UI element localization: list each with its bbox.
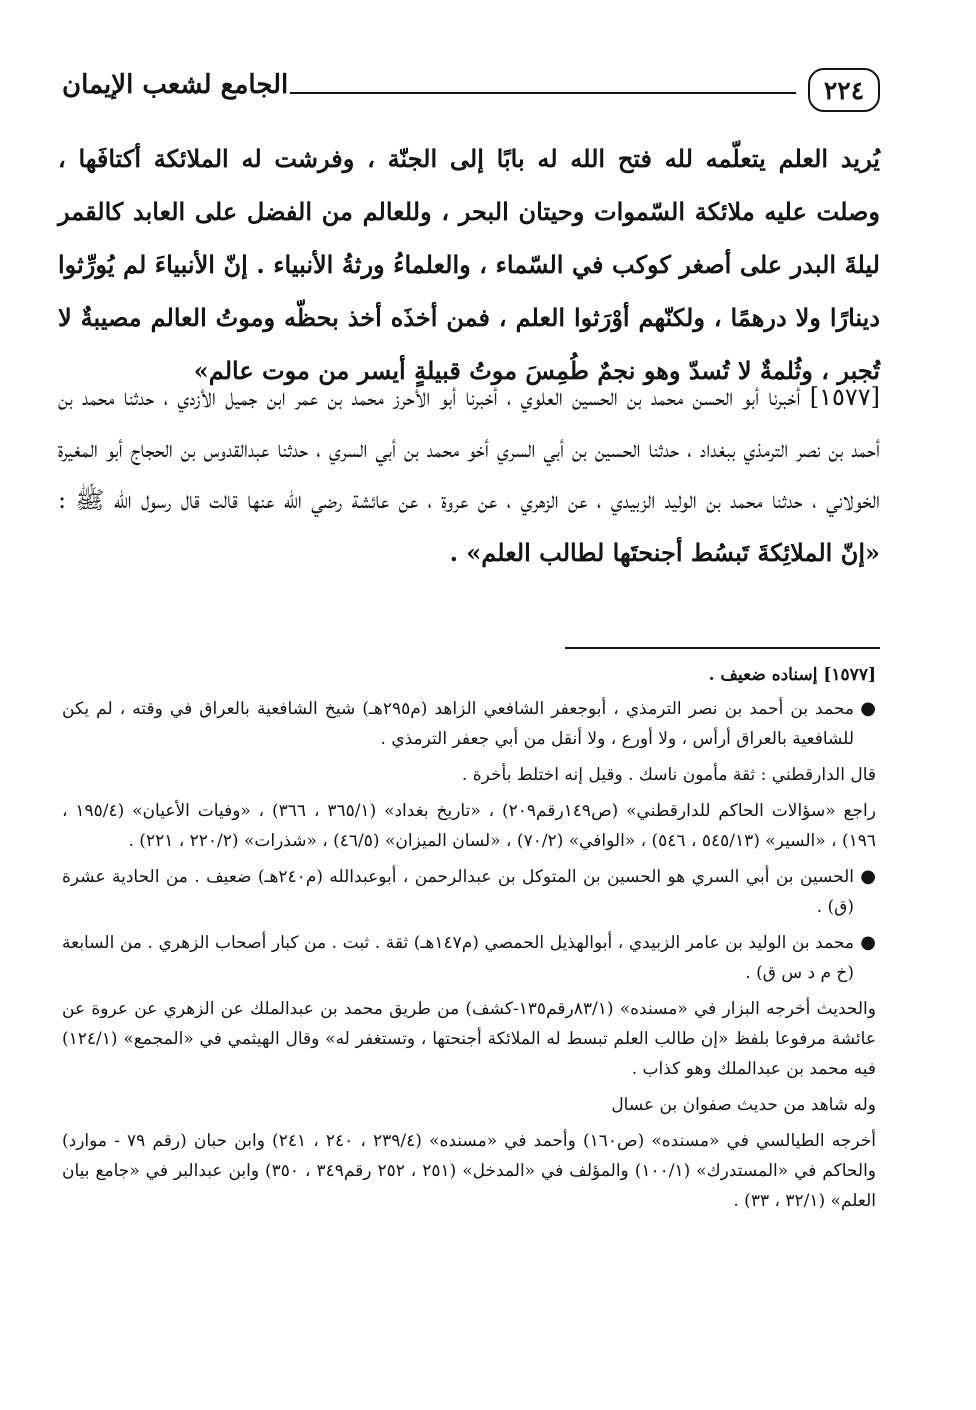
page-header [62, 58, 880, 126]
references-note: راجع «سؤالات الحاكم للدارقطني» (ص١٤٩رقم٢٠٩) ، «تاريخ بغداد» (٣٦٥/١ ، ٣٦٦) ، «وفيات الأعيان» (١٩٥/٤ ، ١٩٦) ، «السير» (٥٤٥/١٣ ، ٥٤٦) ، «الوافي» (٧٠/٢) ، «لسان الميزان» (٤٦/٥) ، «شذرات» (٢٢٠/٢ ، ٢٢١) . [62, 801, 876, 851]
takhrij-note: أخرجه الطيالسي في «مسنده» (ص١٦٠) وأحمد في «مسنده» (٢٣٩/٤ ، ٢٤٠ ، ٢٤١) وابن حبان (رقم ٧٩ - موارد) والحاكم في «المستدرك» (١٠٠/١) والمؤلف في «المدخل» (٢٥١ ، ٢٥٢ رقم٣٤٩ ، ٣٥٠) وابن عبدالبر في «جامع بيان العلم» (٣٢/١ ، ٣٣) . [62, 1131, 877, 1211]
hadith-quote: «إنّ الملائِكةَ تَبسُط أجنحتَها لطالب العلم» . [449, 537, 880, 567]
footnote-bullet-item [62, 694, 876, 754]
bullet-icon: ● [860, 866, 876, 887]
footnote-separator [565, 647, 880, 649]
continued-hadith-text: يُريد العلم يتعلّمه لله فتح الله له بابًا إلى الجنّة ، وفرشت له الملائكة أكتافَها ، وصلت عليه ملائكة السّموات وحيتان البحر ، وللعالم من الفضل على العابد كالقمر ليلةَ البدر على أصغر كوكب في السّماء ، والعلماءُ ورثةُ الأنبياء . إنّ الأنبياءَ لم يُورِّثوا دينارًا ولا درهمًا ، ولكنّهم أوْرَثوا العلم ، فمن أخذَه أخذ بحظّه وموتُ العالم مصيبةٌ لا تُجبر ، وثُلمةٌ لا تُسدّ وهو نجمٌ طُمِسَ موتُ قبيلةٍ أيسر من موت عالم» [58, 144, 880, 385]
witness-note: وله شاهد من حديث صفوان بن عسال [611, 1095, 876, 1115]
narrator-note-husayn: الحسين بن أبي السري هو الحسين بن المتوكل بن عبدالرحمن ، أبوعبدالله (م٢٤٠هـ) ضعيف . من الحادية عشرة (ق) . [62, 867, 854, 917]
narrator-note-zubaydi: محمد بن الوليد بن عامر الزبيدي ، أبوالهذيل الحمصي (م١٤٧هـ) ثقة . ثبت . من كبار أصحاب الزهري . من السابعة (خ م د س ق) . [62, 933, 854, 983]
isnad-text: [١٥٧٧] أخبرنا أبو الحسن محمد بن الحسين العلوي ، أخبرنا أبو الأحرز محمد بن عمر ابن جميل الأزدي ، حدثنا محمد بن أحمد بن نصر الترمذي ببغداد ، حدثنا الحسين بن أبي السري أخو محمد بن أبي السري ، حدثنا عبدالقدوس بن الحجاج أبو المغيرة الخولاني ، حدثنا محمد بن الوليد الزبيدي ، عن الزهري ، عن عروة ، عن عائشة رضي الله عنها قالت قال رسول الله ﷺ : [58, 383, 880, 514]
footnote-bullet-item [62, 862, 876, 922]
bullet-icon: ● [860, 698, 876, 719]
narrator-note-tirmidhi: محمد بن أحمد بن نصر الترمذي ، أبوجعفر الشافعي الزاهد (م٢٩٥هـ) شيخ الشافعية بالعراق في وقته ، لم يكن للشافعية بالعراق أرأس ، ولا أورع ، ولا أنقل من أبي جعفر الترمذي . [62, 699, 854, 749]
book-title: الجامع لشعب الإيمان [62, 70, 289, 100]
footnotes [62, 660, 876, 1222]
daraqutni-note: قال الدارقطني : ثقة مأمون ناسك . وقيل إنه اختلط بأخرة . [461, 765, 876, 785]
isnad-paragraph [58, 372, 880, 579]
bullet-icon: ● [860, 932, 876, 953]
page-number: ٢٢٤ [808, 68, 880, 112]
footnote-bullet-item [62, 928, 876, 988]
bazzar-note: والحديث أخرجه البزار في «مسنده» (٨٣/١رقم١٣٥-كشف) من طريق محمد بن عبدالملك عن الزهري عن عروة عن عائشة مرفوعا بلفظ «إن طالب العلم تبسط له الملائكة أجنحتها ، وتستغفر له» وقال الهيثمي في «المجمع» (١٢٤/١) فيه محمد بن عبدالملك وهو كذاب . [62, 999, 876, 1079]
header-rule [290, 92, 796, 94]
footnote-title: [١٥٧٧] إسناده ضعيف . [708, 665, 876, 685]
